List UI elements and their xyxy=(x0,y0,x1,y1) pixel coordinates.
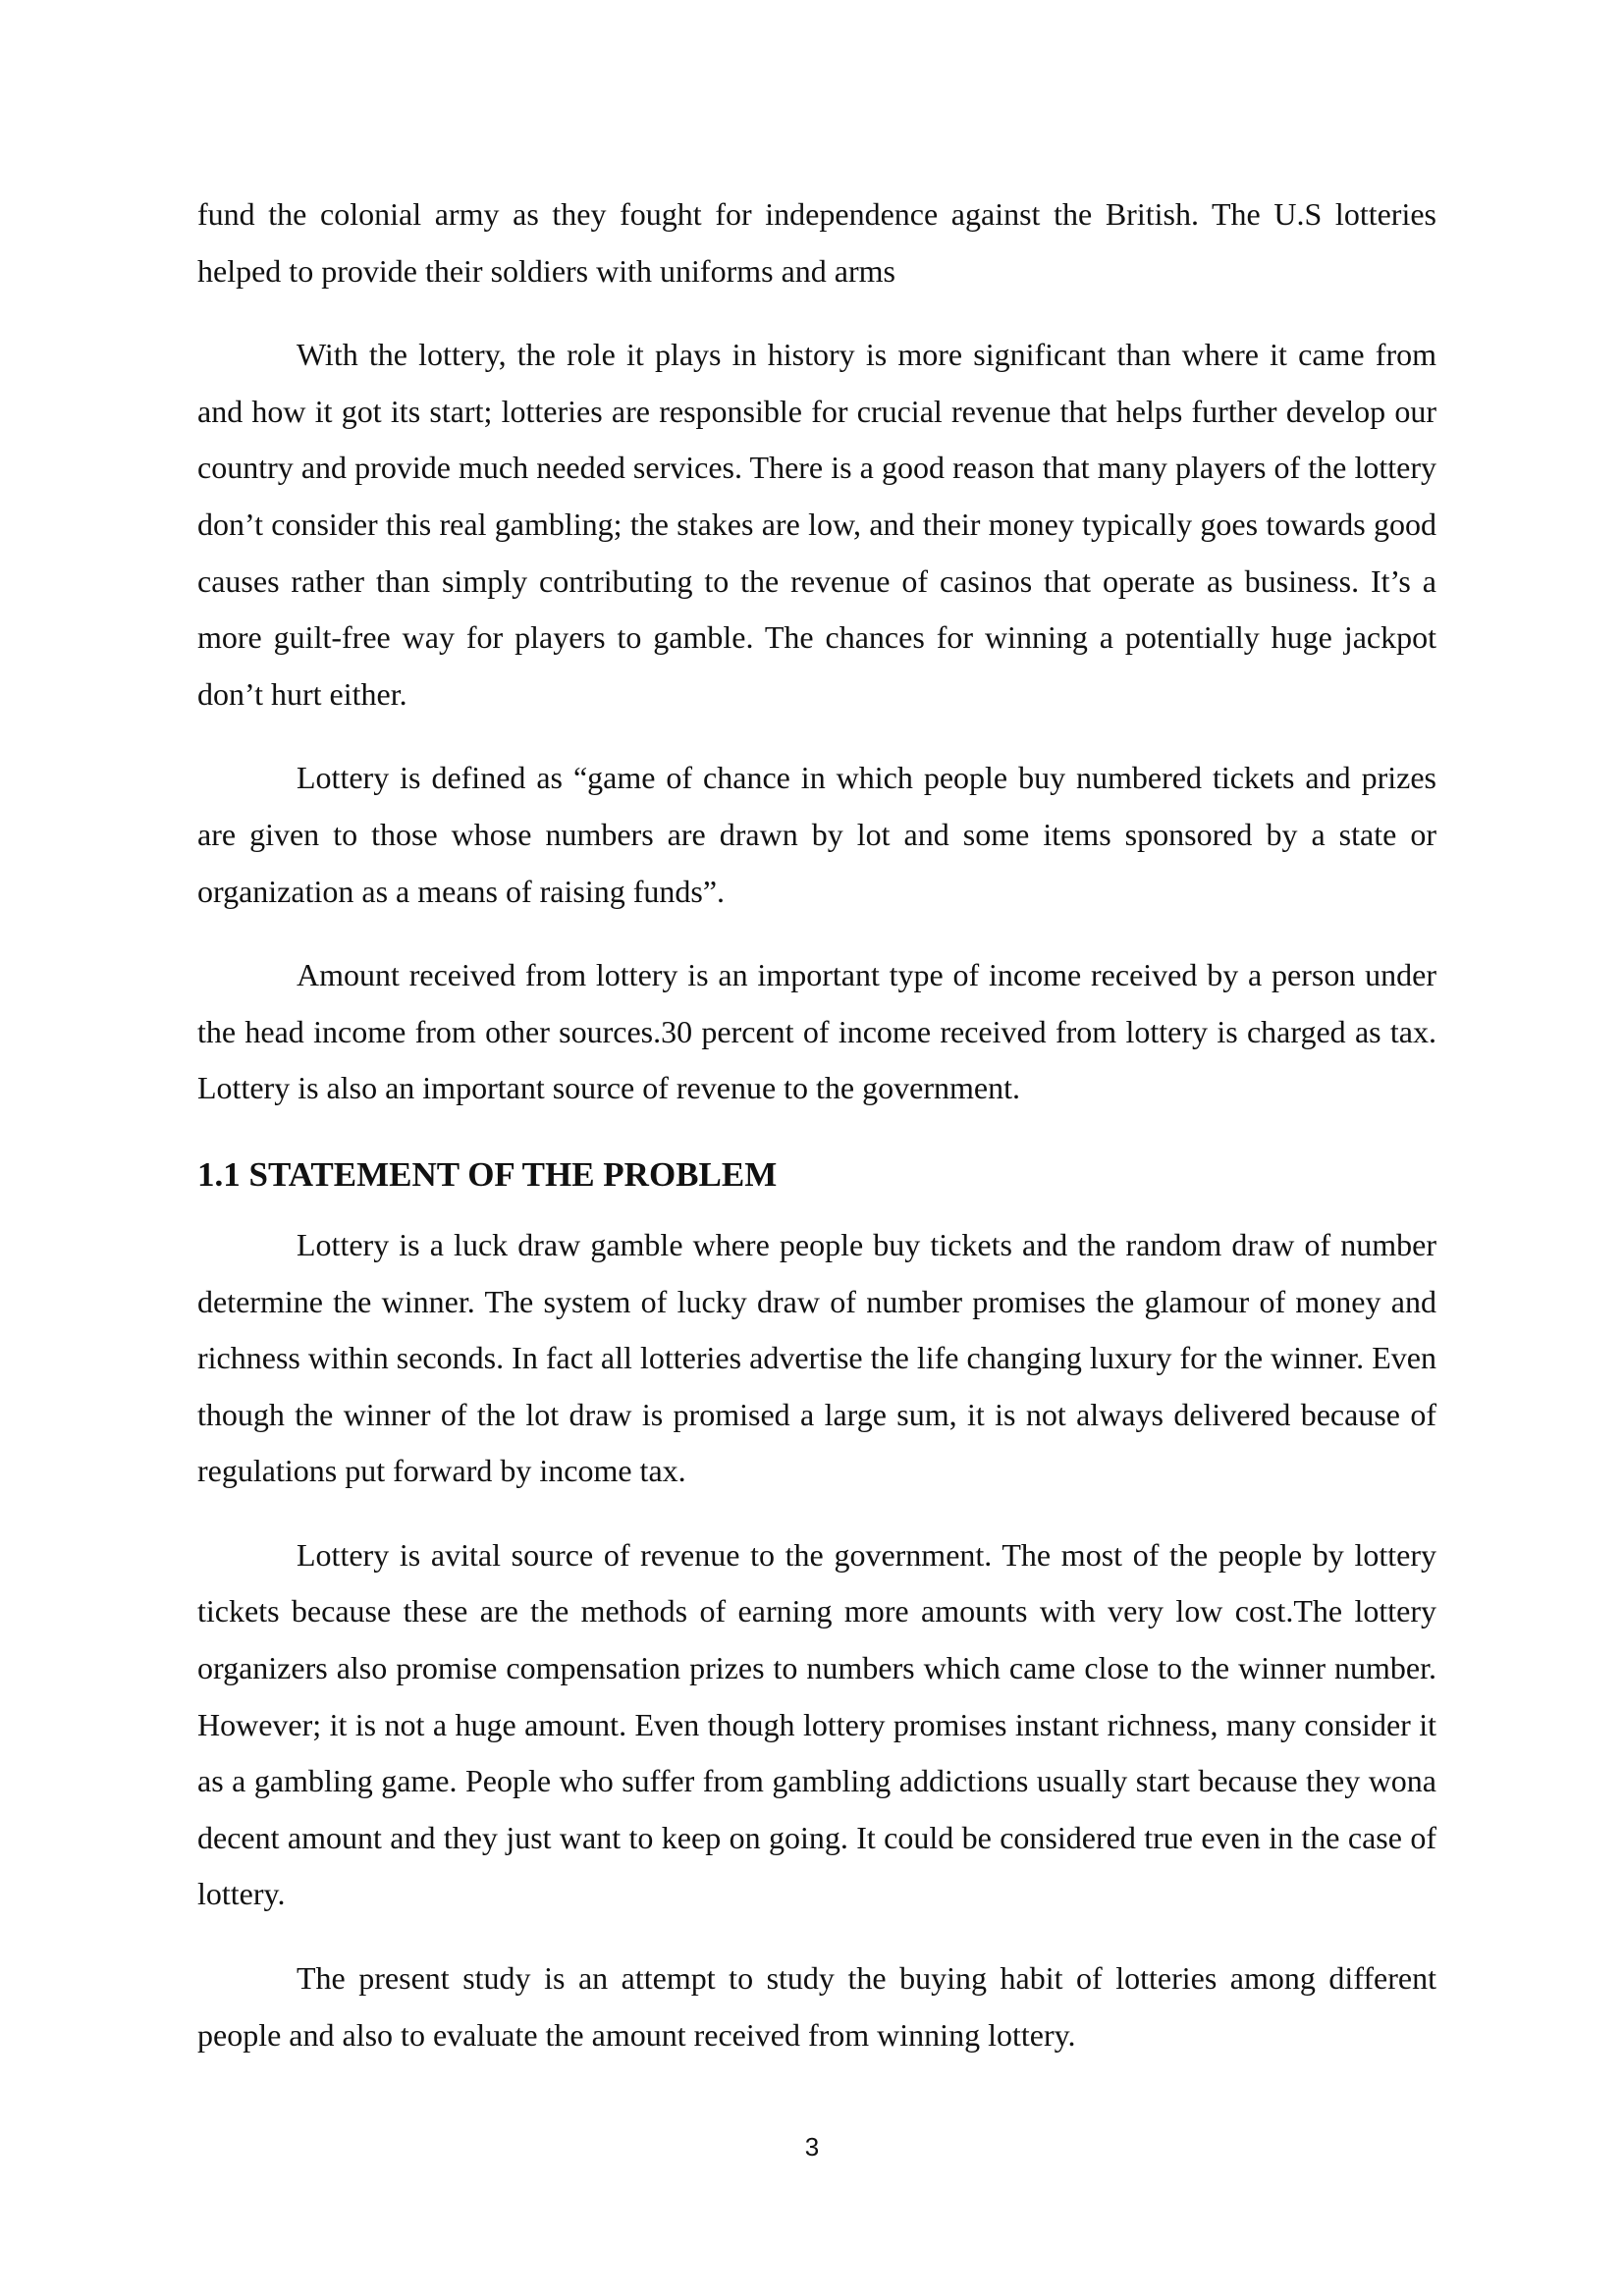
document-body xyxy=(197,187,1436,2091)
paragraph-lottery-income: Amount received from lottery is an important type of income received by a person under the head income from other sources.30 percent of income received from lottery is charged as tax. Lottery is also an important source of revenue to the government. xyxy=(197,957,1436,1106)
section-heading: 1.1 STATEMENT OF THE PROBLEM xyxy=(197,1154,778,1194)
paragraph-continuation: fund the colonial army as they fought for independence against the British. The U.S lotteries helped to provide their soldiers with uniforms and arms xyxy=(197,196,1436,289)
paragraph-problem-revenue: Lottery is avital source of revenue to the government. The most of the people by lottery tickets because these are the methods of earning more amounts with very low cost.The lottery organizers also promise compensation prizes to numbers which came close to the winner number. However; it is not a huge amount. Even though lottery promises instant richness, many consider it as a gambling game. People who suffer from gambling addictions usually start because they wona decent amount and they just want to keep on going. It could be considered true even in the case of lottery. xyxy=(197,1536,1436,1912)
paragraph-problem-intro: Lottery is a luck draw gamble where people buy tickets and the random draw of number determine the winner. The system of lucky draw of number promises the glamour of money and richness within seconds. In fact all lotteries advertise the life changing luxury for the winner. Even though the winner of the lot draw is promised a large sum, it is not always delivered because of regulations put forward by income tax. xyxy=(197,1226,1436,1489)
paragraph-study-aim: The present study is an attempt to study the buying habit of lotteries among different people and also to evaluate the amount received from winning lottery. xyxy=(197,1960,1436,2053)
paragraph-lottery-history: With the lottery, the role it plays in history is more significant than where it came from and how it got its start; lotteries are responsible for crucial revenue that helps further develop our country and provide much needed services. There is a good reason that many players of the lottery don’t consider this real gambling; the stakes are low, and their money typically goes towards good causes rather than simply contributing to the revenue of casinos that operate as business. It’s a more guilt-free way for players to gamble. The chances for winning a potentially huge jackpot don’t hurt either. xyxy=(197,337,1436,712)
page-number: 3 xyxy=(804,2132,820,2162)
paragraph-lottery-definition: Lottery is defined as “game of chance in which people buy numbered tickets and prizes are given to those whose numbers are drawn by lot and some items sponsored by a state or organization as a means of raising funds”. xyxy=(197,760,1436,909)
